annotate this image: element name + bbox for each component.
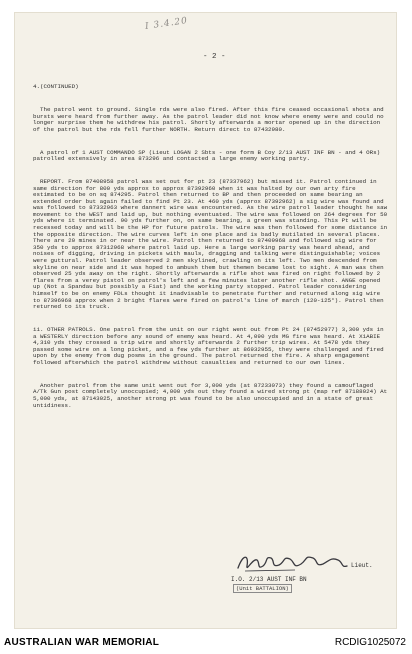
page-number: - 2 - [203,53,226,61]
pencil-annotation: I 3.4.20 [144,16,189,32]
paragraph: A patrol of 1 AUST COMMANDO SP (Lieut LOGAN 2 Sbts - one form B Coy 2/13 AUST INF BN - and 4 ORs) patrolled extensively in area 873296 and contacted a large enemy working party. [33,148,384,163]
paragraph: The patrol went to ground. Single rds were also fired. After this fire ceased occasional shots and bursts were heard from further away. As the patrol leader did not know where enemy were and could no longer surprise them he withdrew his patrol. Shortly afterwards a mortar opened up in the direction of the patrol but the rds fell further NORTH. Return direct to 87432980. [33,105,388,133]
paragraph: Another patrol from the same unit went out for 3,000 yds (at 87233073) they found a camouflaged A/Tk Gun post completely unoccupied; 4,000 yds out they found a wired strong pt (map ref 87188024) At 5,000 yds, at 87143025, another strong pt was found to be also unoccupied and in a state of great untidiness. [33,381,391,409]
record-id: RCDIG1025072 [334,637,406,648]
handwritten-signature [235,550,350,576]
section-heading: 4.(CONTINUED) [33,83,79,91]
paragraph: REPORT. From 87408958 patrol was set out for pt 23 (87337962) but missed it. Patrol continued in same direction for 800 yds approx to approx 87392960 when it was halted by our own arty fire estimated to be on sq 874295. Patrol then returned to BP and then proceeded on same bearing an extended order but again failed to find Pt 23. At 460 yds (approx 87392962) a sig wire was found and was followed to 87332963 where dannert wire was encountered. As the wire patrol leader thought he saw movement to the WEST and laid up, but nothing eventuated. The wire was followed on 264 degrees for 50 yds where it terminated. 90 yds further on, on same bearing, a green was standing. This Pt will be recessed today and will be the HP for future patrols. The wire was then followed for some distance in the opposite direction. The wire curves left in one place and is badly mutilated in several places. There are 20 mines in or near the wire. Patrol then returned to 87409968 and followed sig wire for 350 yds to approx 87312968 where patrol laid up. Here a large working party was heard ahead, and noises of digging, driving in pickets with mauls, dragging and talking were distinguishable; voices were guttural. Patrol leader observed 2 men skylined, crawling on its left. Two men descended from skyline on near side and it was hoped to ambush them but themen became lost to sight. A man was then observed 25 yds away on the right. Shortly afterwards a rifle shot was fired on right followed by 2 flares from a verey pistol on patrol's left and a few minutes later another rifle shot. ANGE opened up (Not a Spandau but possibly a Fiat) and the working party stopped. Patrol leader considering himself to be on enemy FDLs thought it inadvisable to penetrate further and returned along sig wire to 87396968 approx when 2 bright flares were fired on patrol's line of march (120-125°). Patrol then returned to its truck. [33,177,391,311]
signature-rank: Lieut. [351,562,373,569]
unit-stamp: (Unit BATTALION) [233,584,292,593]
document-page [14,12,397,629]
signature-unit: I.O. 2/13 AUST INF BN [231,576,307,583]
document-body [33,71,391,425]
signature-block [225,550,390,620]
archive-name: AUSTRALIAN WAR MEMORIAL [4,637,160,648]
archive-footer [0,630,412,654]
paragraph: ii. OTHER PATROLS. One patrol from the unit on our right went out from Pt 24 (87452977) 3,300 yds in a WESTERLY direction before any sound of enemy was heard. At 4,090 yds MG fire was heard. At X1ABIE 4,310 yds they crossed a trip wire and shortly afterwards 2 further trip wires. At 5478 yds they passed some wire on a long picket, and a few yds further at 86932955, they were challenged and fired upon by the enemy from dug posms in the ground. The patrol returned the fire. A sharp engagement followed afterwhich the patrol withdrew without casualties and returned to our own lines. [33,325,388,366]
